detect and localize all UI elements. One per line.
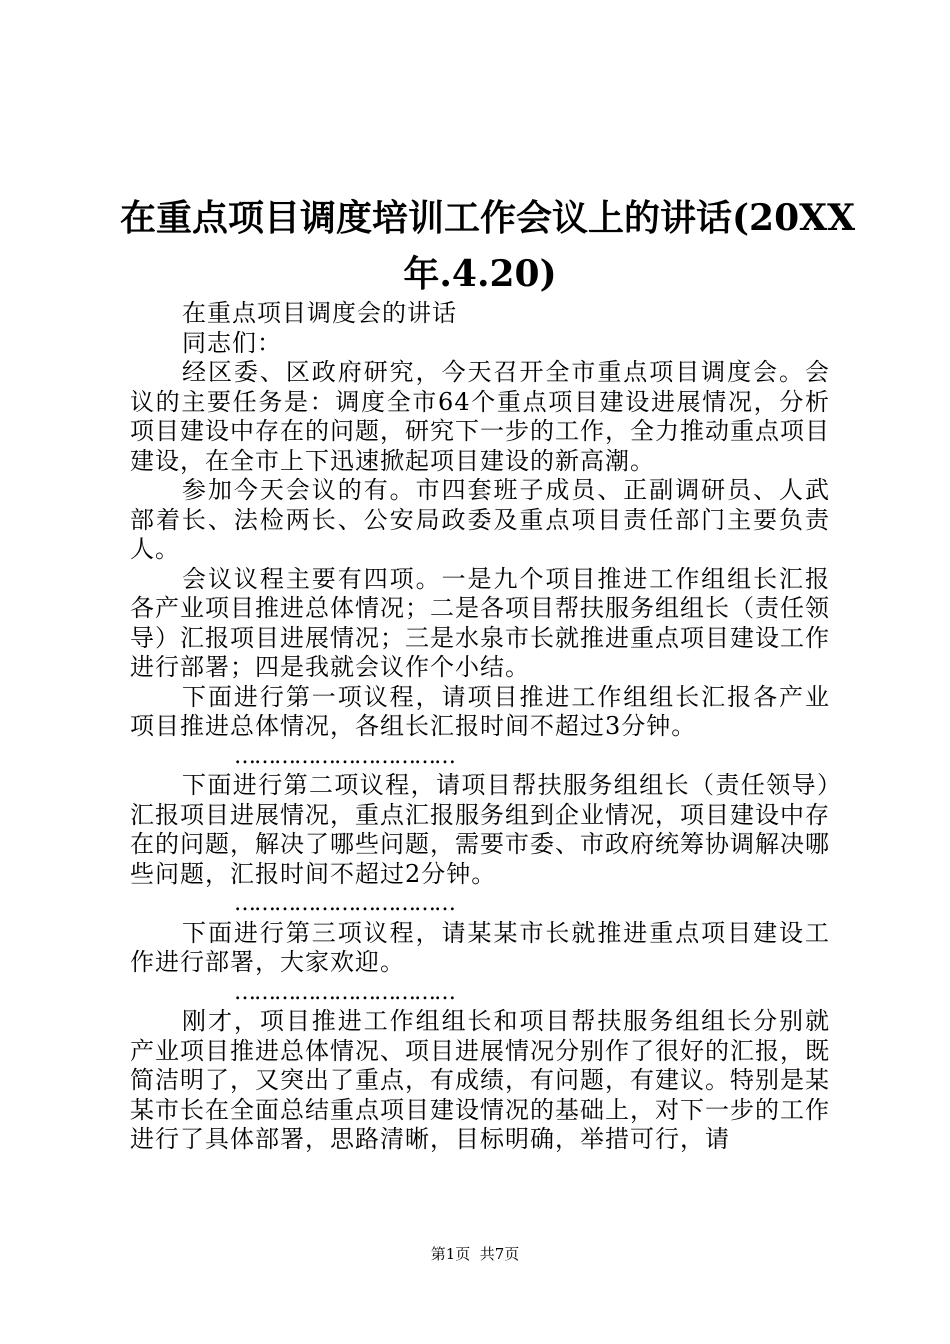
paragraph-agenda: 会议议程主要有四项。一是九个项目推进工作组组长汇报各产业项目推进总体情况；二是各项目帮扶服务组组长（责任领导）汇报项目进展情况；三是水泉市长就推进重点项目建设工作进行部署；四是我就会议作个小结。 [130,564,830,681]
document-body [130,299,830,1155]
ellipsis-text: …………………………… [234,743,454,769]
ellipsis-text: …………………………… [234,979,454,1005]
paragraph-agenda-item-1: 下面进行第一项议程，请项目推进工作组组长汇报各产业项目推进总体情况，各组长汇报时间不超过3分钟。 [130,682,830,740]
salutation: 同志们： [182,328,282,357]
paragraph-summary: 刚才，项目推进工作组组长和项目帮扶服务组组长分别就产业项目推进总体情况、项目进展情况分别作了很好的汇报，既简洁明了，又突出了重点，有成绩，有问题，有建议。特别是某某市长在全面总结重点项目建设情况的基础上，对下一步的工作进行了具体部署，思路清晰，目标明确，举措可行，请 [130,1007,830,1153]
document-title [120,190,855,302]
ellipsis-separator [130,742,830,772]
paragraph-meeting-purpose: 经区委、区政府研究，今天召开全市重点项目调度会。会议的主要任务是：调度全市64个重点项目建设进展情况，分析项目建设中存在的问题，研究下一步的工作，全力推动重点项目建设，在全市上下迅速掀起项目建设的新高潮。 [130,358,830,475]
paragraph-attendees: 参加今天会议的有。市四套班子成员、正副调研员、人武部着长、法检两长、公安局政委及重点项目责任部门主要负责人。 [130,476,830,563]
ellipsis-separator [130,889,830,919]
page-number: 第1页 共7页 [430,1245,520,1263]
speech-subtitle: 在重点项目调度会的讲话 [182,299,457,327]
document-title-line-1: 在重点项目调度培训工作会议上的讲话(20XX [120,197,855,239]
paragraph-agenda-item-3: 下面进行第三项议程，请某某市长就推进重点项目建设工作进行部署，大家欢迎。 [130,918,830,976]
ellipsis-text: …………………………… [234,891,454,916]
document-title-line-2: 年.4.20) [403,253,557,295]
page-footer [0,1243,950,1264]
paragraph-agenda-item-2: 下面进行第二项议程，请项目帮扶服务组组长（责任领导）汇报项目进展情况，重点汇报服务组到企业情况，项目建设中存在的问题，解决了哪些问题，需要市委、市政府统筹协调解决哪些问题，汇报时间不超过2分钟。 [130,771,830,888]
ellipsis-separator [130,978,830,1008]
